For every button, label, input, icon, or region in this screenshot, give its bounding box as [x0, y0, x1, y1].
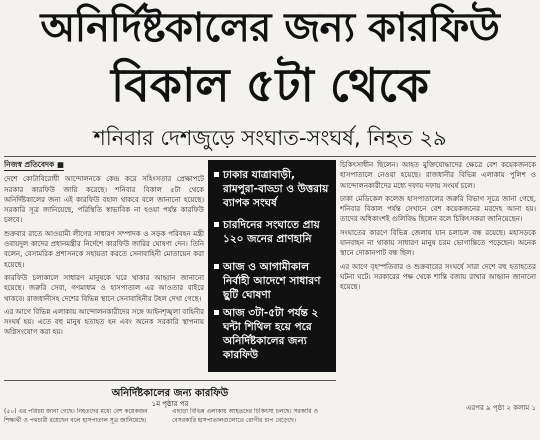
square-bullet-icon: [214, 264, 219, 269]
square-bullet-icon: [214, 222, 219, 227]
square-bullet-icon: [214, 172, 219, 177]
highlight-item: চারদিনের সংঘাতে প্রায় ১২০ জনের প্রাণহানি: [214, 218, 330, 246]
left-paragraph: কারফিউ চলাকালে সাধারণ মানুষকে ঘরে থাকার আহ্বান জানানো হয়েছে। জরুরি সেবা, গণমাধ্যম ও হাসপাতাল এর আওতার বাইরে থাকবে। রাজধানীসহ দেশের বিভিন্ন স্থানে সেনাবাহিনীর টহল দেখা গেছে।: [4, 273, 204, 303]
left-paragraph: দেশে কোটাবিরোধী আন্দোলনকে কেন্দ্র করে সহিংসতার প্রেক্ষাপটে সরকার কারফিউ জারি করেছে। শনিবার বিকাল ৫টা থেকে অনির্দিষ্টকালের জন্য এই কারফিউ বহাল থাকবে বলে জানানো হয়েছে। সরকারি সূত্র জানিয়েছে, পরিস্থিতি স্বাভাবিক না হওয়া পর্যন্ত কারফিউ চলবে।: [4, 175, 204, 225]
subheadline: শনিবার দেশজুড়ে সংঘাত-সংঘর্ষ, নিহত ২৯: [93, 126, 447, 150]
right-column: [340, 160, 536, 400]
continuation-text-left: (৫০) এর পরিচয় জানা গেছে। নিহতদের মধ্যে বেশ কয়েকজন শিক্ষার্থী ও পথচারী রয়েছেন বলে হাসপাতাল সূত্র জানিয়েছে।: [4, 408, 148, 424]
left-paragraph: শুক্রবার রাতে আওয়ামী লীগের সাধারণ সম্পাদক ও সড়ক পরিবহন মন্ত্রী ওবায়দুল কাদের প্রধানমন্ত্রীর নির্দেশে কারফিউ জারির ঘোষণা দেন। তিনি বলেন, বেসামরিক প্রশাসনকে সহায়তা করতে সেনাবাহিনী মোতায়েন করা হয়েছে।: [4, 229, 204, 269]
continued-note: এরপর ৯ পৃষ্ঠা ২ কলাম ১: [466, 404, 536, 412]
square-bullet-icon: [214, 310, 219, 315]
highlight-item: আজ ৩টা-৫টা পর্যন্ত ২ ঘন্টা শিথিল হয়ে পরে অনির্দিষ্টকালের জন্য কারফিউ: [214, 306, 330, 362]
continuation-subtitle: ১ম পৃষ্ঠার পর: [151, 400, 189, 408]
right-paragraph: চিকিৎসাধীন ছিলেন। আহত মুক্তিযোদ্ধাদের ক্ষেত্রে বেশ কয়েকজনকে হাসপাতালে নেওয়া হয়েছে। রাজধানীর বিভিন্ন এলাকায় পুলিশ ও আন্দোলনকারীদের মধ্যে দফায় দফায় সংঘর্ষ চলে।: [340, 161, 536, 190]
continuation-title: অনির্দিষ্টকালের জন্য কারফিউ: [111, 388, 229, 399]
highlight-item: ঢাকার যাত্রাবাড়ী, রামপুরা-বাড্ডা ও উত্তরায় ব্যাপক সংঘর্ষ: [214, 168, 330, 210]
left-paragraph: এর আগে বিভিন্ন এলাকায় আন্দোলনকারীদের সঙ্গে আইনশৃঙ্খলা বাহিনীর সংঘর্ষ হয়। এতে বহু মানুষ হতাহত হন এবং অনেক সরকারি স্থাপনায় অগ্নিসংযোগ করা হয়।: [4, 307, 204, 337]
top-divider: [4, 156, 536, 157]
headline-line-2: বিকাল ৫টা থেকে: [111, 58, 429, 112]
continuation-text-right: এছাড়া বিভিন্ন এলাকায় আহতদের চিকিৎসা চলছে। সরকারি ও বেসরকারি হাসপাতালগুলোতে রোগীর চাপ বেড়েছে।: [172, 408, 319, 424]
reporter-byline: নিজস্ব প্রতিবেদক ■: [4, 160, 64, 171]
headline-line-1: অনির্দিষ্টকালের জন্য কারফিউ: [40, 4, 500, 51]
right-paragraph: সংঘাতের কারণে বিভিন্ন জেলায় যান চলাচল বন্ধ রয়েছে। মহাসড়কে যানবাহন না থাকায় সাধারণ মানুষ চরম ভোগান্তিতে পড়েছেন। অনেক স্থানে দোকানপাট বন্ধ ছিল।: [340, 228, 536, 258]
right-paragraph: এর আগে বৃহস্পতিবার ও শুক্রবারের সংঘর্ষে সারা দেশে বহু হতাহতের ঘটনা ঘটে। সরকারের পক্ষ থেকে শান্তি বজায় রাখার আহ্বান জানানো হয়েছে।: [340, 262, 536, 292]
highlight-item: আজ ও আগামীকাল নির্বাহী আদেশে সাধারণ ছুটি ঘোষণা: [214, 260, 330, 302]
bottom-divider: [4, 380, 336, 381]
highlight-box: [208, 160, 336, 372]
left-column: [4, 160, 204, 372]
right-paragraph: ঢাকা মেডিকেল কলেজ হাসপাতালের জরুরি বিভাগ সূত্রে জানা গেছে, শনিবার বিকাল পর্যন্ত সেখানে বেশ কয়েকজনের মরদেহ আনা হয়। তাদের অধিকাংশই গুলিবিদ্ধ ছিলেন বলে চিকিৎসকরা জানিয়েছেন।: [340, 194, 536, 224]
